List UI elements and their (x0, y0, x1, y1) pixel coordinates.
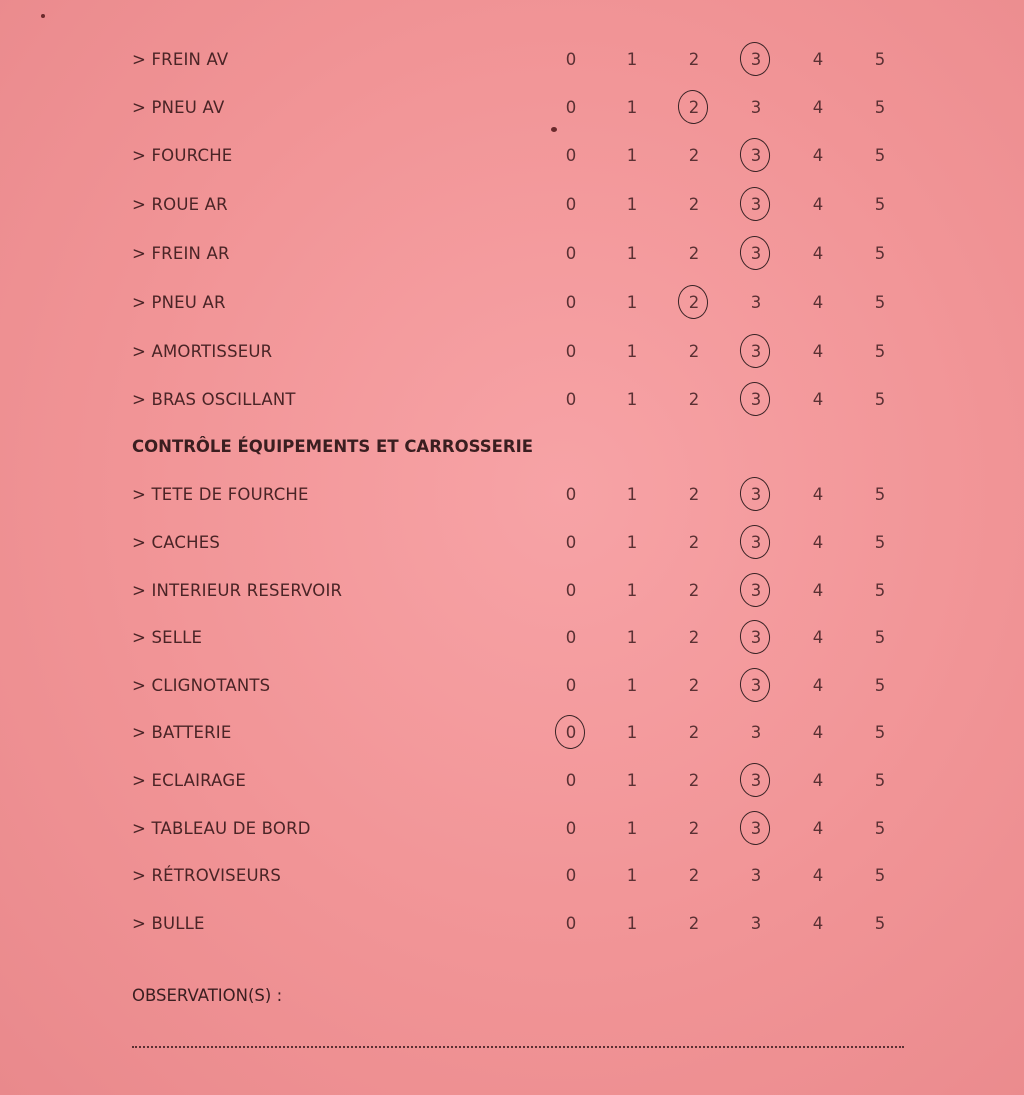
score-option: 1 (626, 819, 638, 838)
score-option: 4 (812, 581, 824, 600)
score-option: 1 (626, 195, 638, 214)
score-option: 4 (812, 390, 824, 409)
checklist-row (0, 46, 1024, 86)
score-option: 5 (874, 819, 886, 838)
circled-score-option: 3 (741, 481, 771, 509)
circled-score-option: 3 (741, 529, 771, 557)
score-option: 4 (812, 676, 824, 695)
circled-score-option: 2 (679, 94, 709, 122)
score-option: 4 (812, 533, 824, 552)
circled-score-option: 3 (741, 46, 771, 74)
score-option: 1 (626, 50, 638, 69)
score-option: 0 (565, 244, 577, 263)
score-option: 0 (565, 342, 577, 361)
score-option: 1 (626, 628, 638, 647)
score-option: 5 (874, 293, 886, 312)
circled-score-option: 3 (741, 142, 771, 170)
score-option: 1 (626, 146, 638, 165)
score-option: 2 (688, 342, 700, 361)
score-option: 2 (688, 533, 700, 552)
checklist-item-label: > ROUE AR (132, 195, 228, 214)
checklist-item-label: > PNEU AV (132, 98, 225, 117)
score-option: 4 (812, 485, 824, 504)
score-option: 5 (874, 485, 886, 504)
observations-label: OBSERVATION(S) : (132, 986, 283, 1005)
score-option: 5 (874, 581, 886, 600)
score-option: 0 (565, 98, 577, 117)
checklist-row (0, 338, 1024, 378)
score-option: 5 (874, 244, 886, 263)
section-title-equipment: CONTRÔLE ÉQUIPEMENTS ET CARROSSERIE (132, 437, 534, 456)
score-option: 2 (688, 244, 700, 263)
score-option: 2 (688, 485, 700, 504)
circled-score-option: 3 (741, 191, 771, 219)
ink-speck (551, 127, 557, 132)
score-option: 1 (626, 342, 638, 361)
score-option: 1 (626, 244, 638, 263)
score-option: 0 (565, 50, 577, 69)
checklist-item-label: > AMORTISSEUR (132, 342, 273, 361)
score-option: 1 (626, 771, 638, 790)
checklist-item-label: > FREIN AR (132, 244, 230, 263)
score-option: 4 (812, 146, 824, 165)
score-option: 2 (688, 866, 700, 885)
checklist-item-label: > TABLEAU DE BORD (132, 819, 311, 838)
score-option: 4 (812, 342, 824, 361)
circled-score-option: 3 (741, 767, 771, 795)
circled-score-option: 3 (741, 240, 771, 268)
score-option: 1 (626, 676, 638, 695)
score-option: 4 (812, 866, 824, 885)
score-option: 1 (626, 723, 638, 742)
score-option: 2 (688, 146, 700, 165)
score-option: 4 (812, 628, 824, 647)
score-option: 0 (565, 771, 577, 790)
score-option: 5 (874, 98, 886, 117)
checklist-row (0, 719, 1024, 759)
score-option: 3 (750, 98, 762, 117)
score-option: 2 (688, 50, 700, 69)
checklist-row (0, 94, 1024, 134)
score-option: 0 (565, 293, 577, 312)
score-option: 0 (565, 485, 577, 504)
circled-score-option: 3 (741, 338, 771, 366)
circled-score-option: 3 (741, 815, 771, 843)
checklist-item-label: > BULLE (132, 914, 205, 933)
checklist-item-label: > RÉTROVISEURS (132, 866, 282, 885)
circled-score-option: 0 (556, 719, 586, 747)
checklist-row (0, 529, 1024, 569)
score-option: 5 (874, 914, 886, 933)
ink-speck (41, 14, 45, 18)
circled-score-option: 2 (679, 289, 709, 317)
observations-dotted-line (132, 1046, 904, 1048)
checklist-row (0, 386, 1024, 426)
score-option: 1 (626, 485, 638, 504)
score-option: 5 (874, 723, 886, 742)
score-option: 5 (874, 628, 886, 647)
score-option: 4 (812, 98, 824, 117)
score-option: 5 (874, 195, 886, 214)
score-option: 2 (688, 914, 700, 933)
checklist-item-label: > PNEU AR (132, 293, 226, 312)
checklist-row (0, 289, 1024, 329)
score-option: 0 (565, 146, 577, 165)
circled-score-option: 3 (741, 577, 771, 605)
score-option: 5 (874, 866, 886, 885)
score-option: 0 (565, 533, 577, 552)
score-option: 0 (565, 819, 577, 838)
checklist-item-label: > CLIGNOTANTS (132, 676, 271, 695)
score-option: 0 (565, 676, 577, 695)
score-option: 5 (874, 50, 886, 69)
checklist-row (0, 577, 1024, 617)
checklist-row (0, 481, 1024, 521)
score-option: 2 (688, 628, 700, 647)
score-option: 3 (750, 293, 762, 312)
score-option: 4 (812, 244, 824, 263)
checklist-row (0, 672, 1024, 712)
checklist-row (0, 191, 1024, 231)
score-option: 1 (626, 98, 638, 117)
checklist-row (0, 767, 1024, 807)
checklist-item-label: > INTERIEUR RESERVOIR (132, 581, 343, 600)
circled-score-option: 3 (741, 672, 771, 700)
score-option: 1 (626, 390, 638, 409)
score-option: 1 (626, 581, 638, 600)
score-option: 4 (812, 50, 824, 69)
score-option: 3 (750, 723, 762, 742)
score-option: 0 (565, 195, 577, 214)
checklist-row (0, 624, 1024, 664)
score-option: 1 (626, 866, 638, 885)
score-option: 4 (812, 195, 824, 214)
score-option: 1 (626, 293, 638, 312)
checklist-item-label: > FOURCHE (132, 146, 233, 165)
score-option: 2 (688, 723, 700, 742)
score-option: 4 (812, 293, 824, 312)
circled-score-option: 3 (741, 386, 771, 414)
score-option: 2 (688, 771, 700, 790)
score-option: 0 (565, 390, 577, 409)
score-option: 0 (565, 628, 577, 647)
score-option: 2 (688, 390, 700, 409)
score-option: 3 (750, 914, 762, 933)
checklist-row (0, 910, 1024, 950)
score-option: 5 (874, 342, 886, 361)
checklist-item-label: > ECLAIRAGE (132, 771, 246, 790)
checklist-row (0, 815, 1024, 855)
checklist-row (0, 240, 1024, 280)
score-option: 4 (812, 723, 824, 742)
checklist-item-label: > FREIN AV (132, 50, 229, 69)
checklist-row (0, 862, 1024, 902)
checklist-item-label: > CACHES (132, 533, 221, 552)
score-option: 1 (626, 914, 638, 933)
score-option: 2 (688, 581, 700, 600)
score-option: 1 (626, 533, 638, 552)
score-option: 3 (750, 866, 762, 885)
circled-score-option: 3 (741, 624, 771, 652)
score-option: 5 (874, 390, 886, 409)
score-option: 5 (874, 771, 886, 790)
checklist-row (0, 142, 1024, 182)
score-option: 0 (565, 581, 577, 600)
score-option: 0 (565, 866, 577, 885)
checklist-item-label: > SELLE (132, 628, 203, 647)
checklist-item-label: > BRAS OSCILLANT (132, 390, 296, 409)
score-option: 5 (874, 146, 886, 165)
checklist-item-label: > TETE DE FOURCHE (132, 485, 309, 504)
score-option: 2 (688, 676, 700, 695)
score-option: 5 (874, 676, 886, 695)
score-option: 0 (565, 914, 577, 933)
score-option: 2 (688, 195, 700, 214)
checklist-item-label: > BATTERIE (132, 723, 232, 742)
score-option: 4 (812, 819, 824, 838)
score-option: 4 (812, 914, 824, 933)
score-option: 5 (874, 533, 886, 552)
score-option: 4 (812, 771, 824, 790)
score-option: 2 (688, 819, 700, 838)
